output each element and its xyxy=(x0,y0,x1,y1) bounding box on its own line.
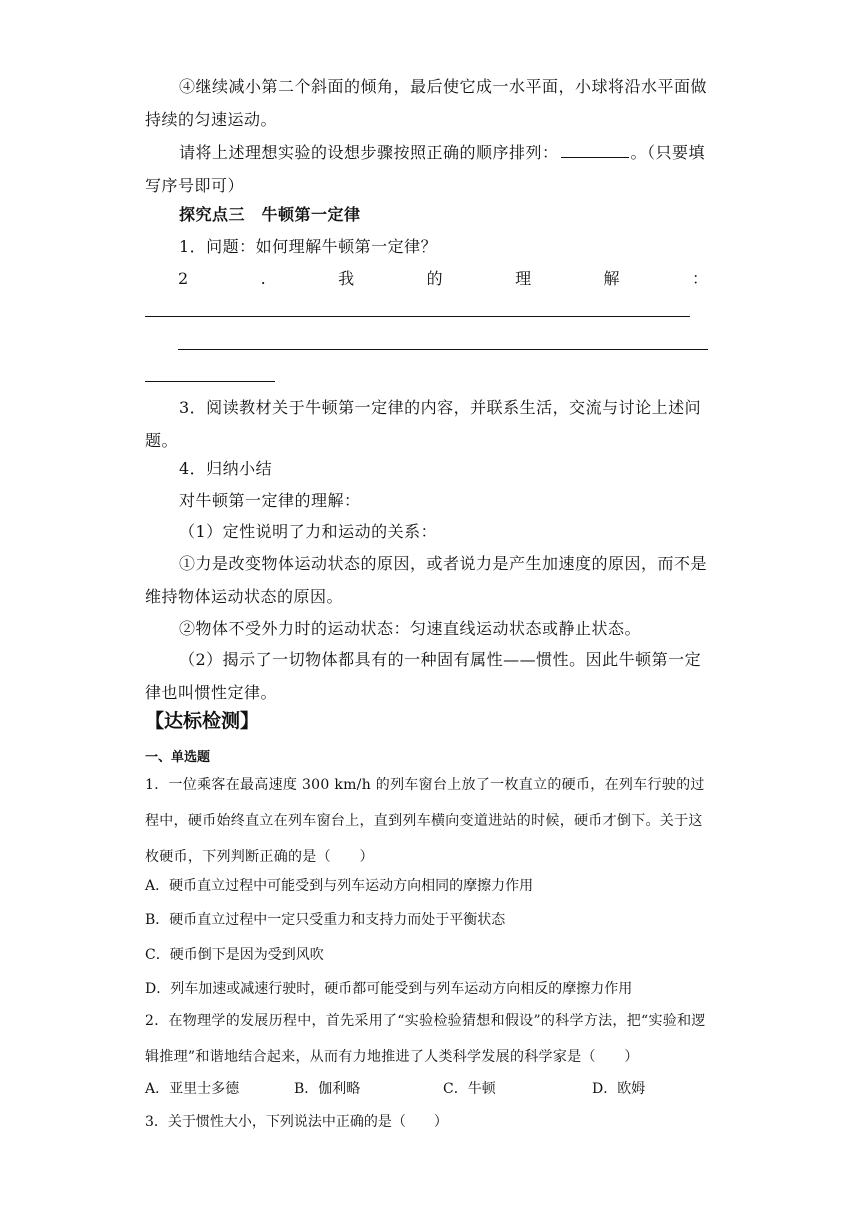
summary-intro: 对牛顿第一定律的理解： xyxy=(179,491,361,510)
q1-option-a[interactable]: A．硬币直立过程中可能受到与列车运动方向相同的摩擦力作用 xyxy=(145,878,534,894)
q2-char: 理 xyxy=(515,269,532,288)
order-prompt-before: 请将上述理想实验的设想步骤按照正确的顺序排列： xyxy=(179,143,559,162)
q2-char: 的 xyxy=(426,269,443,288)
q2-char: ： xyxy=(691,269,708,288)
test-heading: 【达标检测】 xyxy=(145,710,260,732)
q2-char: 解 xyxy=(603,269,620,288)
q2-char: 2 xyxy=(178,269,189,288)
question-4-text: 4．归纳小结 xyxy=(179,459,273,478)
step-4-paragraph: ④继续减小第二个斜面的倾角，最后使它成一水平面，小球将沿水平面做持续的匀速运动。 xyxy=(145,77,708,129)
order-prompt-after: 。（只要填写序号即可） xyxy=(145,143,706,195)
q2-option-d[interactable]: D．欧姆 xyxy=(592,1081,646,1097)
q2-option-a[interactable]: A．亚里士多德 xyxy=(145,1081,240,1097)
question-2-stem: 2．在物理学的发展历程中，首先采用了“实验检验猜想和假设”的科学方法，把“实验和逻辑推理”和谐地结合起来，从而有力地推进了人类科学发展的科学家是（ ） xyxy=(145,1013,706,1065)
order-prompt-paragraph xyxy=(145,136,715,202)
answer-line-2[interactable] xyxy=(178,349,708,350)
q2-char: 我 xyxy=(338,269,355,288)
point-2: （2）揭示了一切物体都具有的一种固有属性——惯性。因此牛顿第一定律也叫惯性定律。 xyxy=(145,650,702,702)
point-1b: ②物体不受外力时的运动状态：匀速直线运动状态或静止状态。 xyxy=(179,619,642,638)
q1-option-d[interactable]: D．列车加速或减速行驶时，硬币都可能受到与列车运动方向相反的摩擦力作用 xyxy=(145,981,633,997)
question-2-label xyxy=(178,262,708,295)
answer-line-1[interactable] xyxy=(145,316,690,317)
q2-char: . xyxy=(260,269,266,288)
q1-option-b[interactable]: B．硬币直立过程中一定只受重力和支持力而处于平衡状态 xyxy=(145,912,506,928)
question-1-stem: 1．一位乘客在最高速度 300 km/h 的列车窗台上放了一枚直立的硬币，在列车行驶的过程中，硬币始终直立在列车窗台上，直到列车横向变道进站的时候，硬币才倒下。关于这枚硬币，下列判断正确的是（ ） xyxy=(145,777,705,865)
question-3-stem: 3．关于惯性大小，下列说法中正确的是（ ） xyxy=(145,1114,448,1130)
q2-option-b[interactable]: B．伽利略 xyxy=(294,1081,361,1097)
question-3-text: 3．阅读教材关于牛顿第一定律的内容，并联系生活，交流与讨论上述问题。 xyxy=(145,398,702,450)
answer-blank[interactable] xyxy=(561,139,629,158)
point-1: （1）定性说明了力和运动的关系： xyxy=(179,522,438,541)
test-subheading: 一、单选题 xyxy=(145,750,211,765)
q2-option-c[interactable]: C．牛顿 xyxy=(443,1081,496,1097)
q1-option-c[interactable]: C．硬币倒下是因为受到风吹 xyxy=(145,947,324,963)
question-1-text: 1．问题：如何理解牛顿第一定律？ xyxy=(179,237,438,256)
answer-line-3[interactable] xyxy=(145,381,275,382)
section-heading: 探究点三 牛顿第一定律 xyxy=(179,205,361,224)
point-1a: ①力是改变物体运动状态的原因，或者说力是产生加速度的原因，而不是维持物体运动状态的原因。 xyxy=(145,554,708,606)
